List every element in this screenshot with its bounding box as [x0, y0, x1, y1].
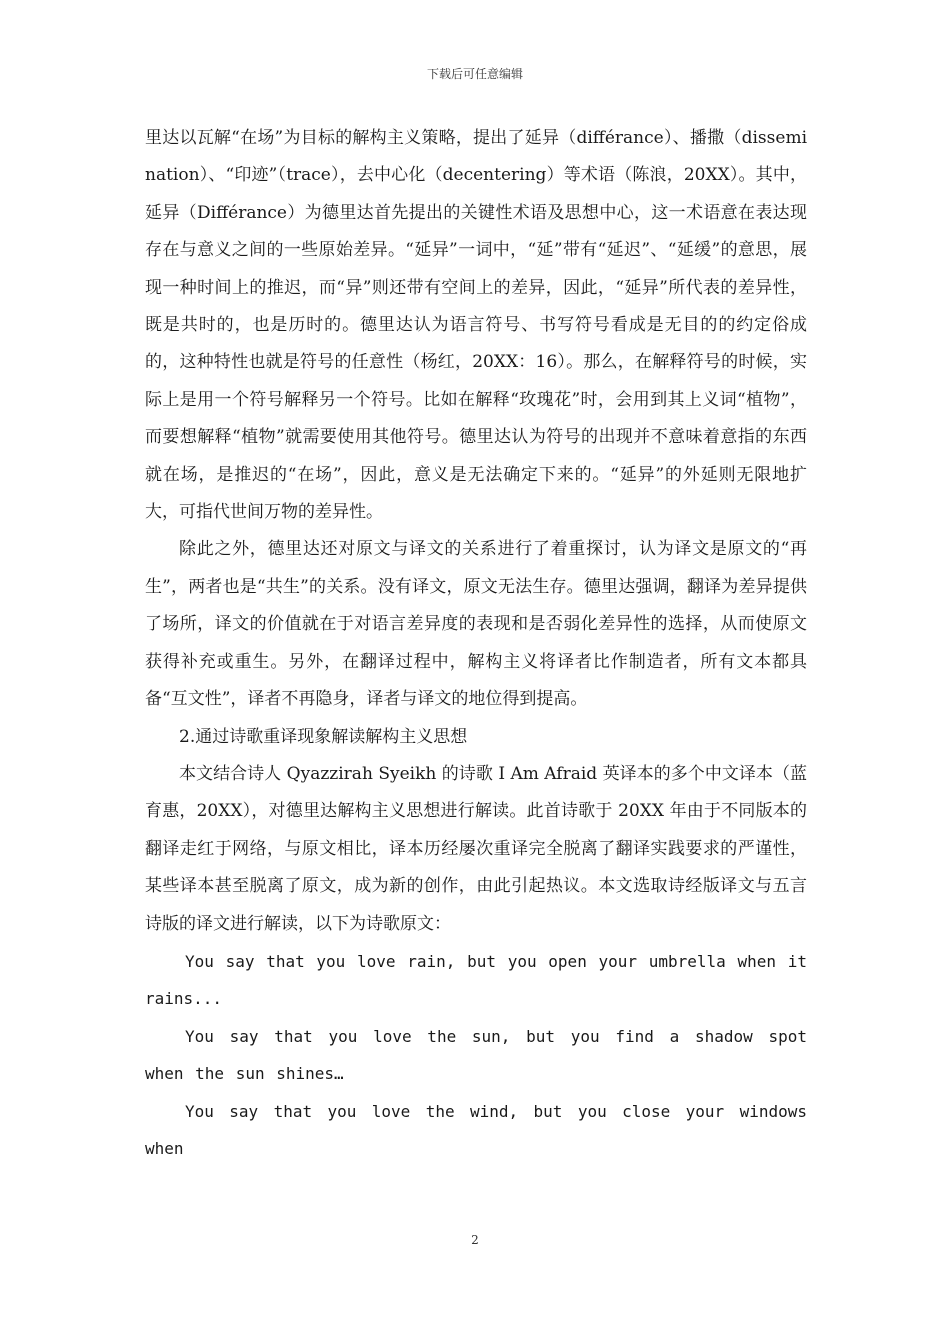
page-number: 2 [471, 1233, 479, 1247]
section-heading: 2.通过诗歌重译现象解读解构主义思想 [179, 726, 468, 747]
paragraph-poem-intro: 本文结合诗人 Qyazzirah Syeikh 的诗歌 I Am Afraid 英译本的多个中文译本（蓝育惠，20XX），对德里达解构主义思想进行解读。此首诗歌于 20XX 年由于不同版本的翻译走红于网络，与原文相比，译本历经屡次重译完全脱离了翻译实践要求的严谨性，某些译本甚至脱离了原文，成为新的创作，由此引起热议。本文选取诗经版译文与五言诗版的译文进行解读，以下为诗歌原文： [145, 763, 807, 934]
paragraph-differance: 里达以瓦解“在场”为目标的解构主义策略，提出了延异（différance）、播撒（dissemination）、“印迹”（trace），去中心化（decentering）等术语（陈浪，20XX）。其中，延异（Différance）为德里达首先提出的关键性术语及思想中心，这一术语意在表达现存在与意义之间的一些原始差异。“延异”一词中，“延”带有“延迟”、“延缓”的意思，展现一种时间上的推迟，而“异”则还带有空间上的差异，因此，“延异”所代表的差异性，既是共时的，也是历时的。德里达认为语言符号、书写符号看成是无目的的约定俗成的，这种特性也就是符号的任意性（杨红，20XX：16）。那么，在解释符号的时候，实际上是用一个符号解释另一个符号。比如在解释“玫瑰花”时，会用到其上义词“植物”，而要想解释“植物”就需要使用其他符号。德里达认为符号的出现并不意味着意指的东西就在场，是推迟的“在场”，因此，意义是无法确定下来的。“延异”的外延则无限地扩大，可指代世间万物的差异性。 [145, 128, 807, 523]
page-header: 下载后可任意编辑 [426, 67, 523, 81]
poem-line-sun: You say that you love the sun, but you find a shadow spot when the sun shines… [145, 1026, 807, 1084]
paragraph-translation-relation: 除此之外，德里达还对原文与译文的关系进行了着重探讨，认为译文是原文的“再生”，两者也是“共生”的关系。没有译文，原文无法生存。德里达强调，翻译为差异提供了场所，译文的价值就在于对语言差异度的表现和是否弱化差异性的选择，从而使原文获得补充或重生。另外，在翻译过程中，解构主义将译者比作制造者，所有文本都具备“互文性”，译者不再隐身，译者与译文的地位得到提高。 [145, 539, 807, 710]
poem-line-wind: You say that you love the wind, but you close your windows when [145, 1101, 807, 1158]
document-body [145, 120, 807, 1167]
poem-line-rain: You say that you love rain, but you open your umbrella when it rains... [145, 951, 807, 1009]
